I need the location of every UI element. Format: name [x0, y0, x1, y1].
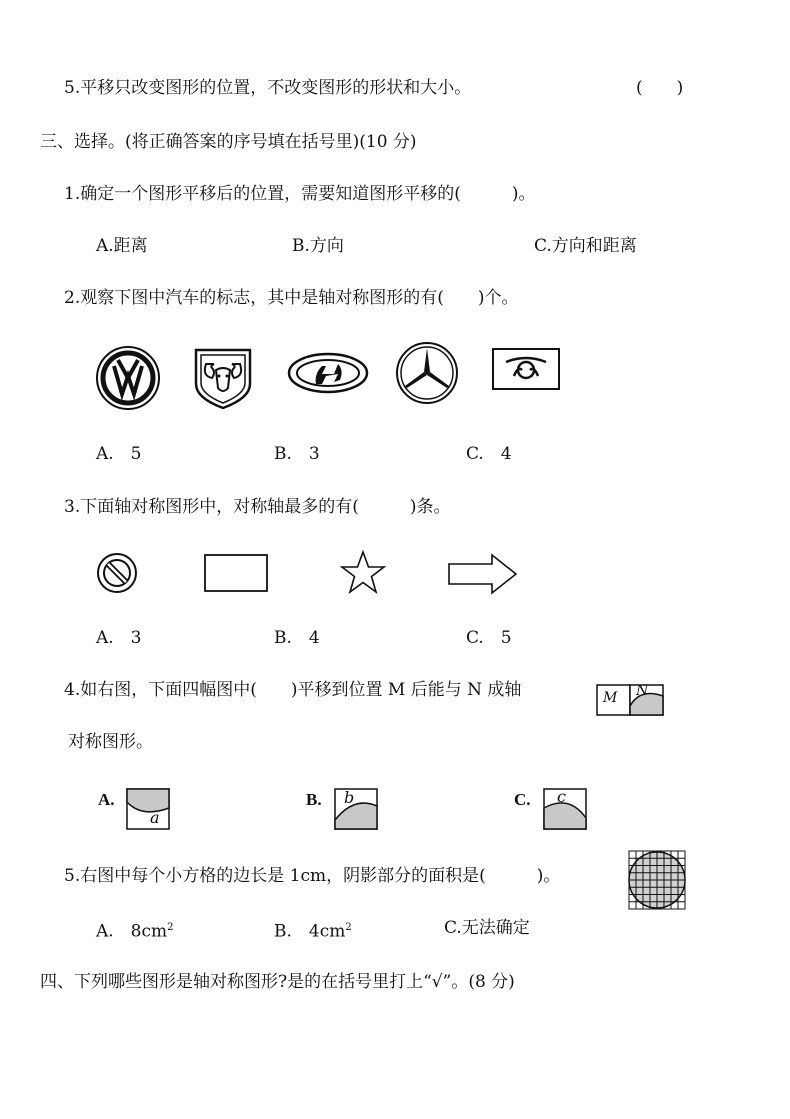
- label-n: N: [636, 683, 649, 699]
- q1-option-c[interactable]: C.方向和距离: [534, 236, 637, 256]
- q5-option-c[interactable]: C.无法确定: [444, 918, 530, 938]
- q5-option-a[interactable]: [96, 916, 174, 944]
- q2-option-b[interactable]: B. 3: [274, 444, 320, 464]
- q1-option-a[interactable]: A.距离: [96, 236, 148, 256]
- mercedes-logo-icon: [396, 342, 458, 404]
- section-3-title: 三、选择。(将正确答案的序号填在括号里)(10 分): [40, 132, 417, 152]
- arrow-shape-icon: [448, 554, 518, 594]
- option-c-letter: c: [557, 787, 566, 806]
- no-entry-sign-icon: [96, 552, 138, 594]
- option-a-graphic: [126, 788, 170, 830]
- hyundai-logo-icon: [288, 352, 368, 394]
- tf-answer-bracket-5[interactable]: ( ): [636, 78, 684, 98]
- option-b-graphic: [334, 788, 378, 830]
- q3-option-b[interactable]: B. 4: [274, 628, 320, 648]
- q5-option-b-superscript: 2: [345, 922, 352, 933]
- question-2-stem: 2.观察下图中汽车的标志，其中是轴对称图形的有( )个。: [64, 288, 519, 308]
- q4-option-a-figure[interactable]: [126, 788, 170, 830]
- q5-option-b-text: B. 4cm: [274, 921, 346, 942]
- q4-option-c-figure[interactable]: [543, 788, 587, 830]
- q4-option-b-label[interactable]: B.: [306, 790, 322, 809]
- q5-option-a-text: A. 8cm: [96, 921, 168, 942]
- volkswagen-logo-icon: [96, 346, 160, 410]
- section-4-title: 四、下列哪些图形是轴对称图形?是的在括号里打上“√”。(8 分): [40, 972, 515, 992]
- q2-option-a[interactable]: A. 5: [96, 444, 142, 464]
- option-a-letter: a: [150, 808, 160, 827]
- emblem-logo-icon: [492, 348, 560, 390]
- option-b-letter: b: [344, 788, 355, 807]
- label-m: M: [603, 690, 618, 706]
- q3-option-a[interactable]: A. 3: [96, 628, 142, 648]
- question-4-stem-continued: 对称图形。: [68, 732, 153, 752]
- q4-option-c-label[interactable]: C.: [514, 790, 531, 809]
- dodge-ram-logo-icon: [192, 346, 254, 410]
- grid-circle-figure-icon: [628, 850, 686, 910]
- q4-option-b-figure[interactable]: [334, 788, 378, 830]
- question-1-stem: 1.确定一个图形平移后的位置，需要知道图形平移的( )。: [64, 184, 536, 204]
- q3-option-c[interactable]: C. 5: [466, 628, 512, 648]
- tf-question-5: 5.平移只改变图形的位置，不改变图形的形状和大小。: [64, 78, 472, 98]
- mn-reference-figure: [596, 684, 664, 716]
- star-shape-icon: [340, 550, 386, 594]
- rectangle-shape-icon: [204, 554, 268, 592]
- question-5-stem: 5.右图中每个小方格的边长是 1cm，阴影部分的面积是( )。: [64, 866, 561, 886]
- q5-option-a-superscript: 2: [167, 922, 174, 933]
- question-3-stem: 3.下面轴对称图形中，对称轴最多的有( )条。: [64, 497, 451, 517]
- question-4-stem: 4.如右图，下面四幅图中( )平移到位置 M 后能与 N 成轴: [64, 680, 522, 700]
- q2-option-c[interactable]: C. 4: [466, 444, 512, 464]
- q4-option-a-label[interactable]: A.: [98, 790, 115, 809]
- q1-option-b[interactable]: B.方向: [292, 236, 344, 256]
- q5-option-b[interactable]: [274, 916, 352, 944]
